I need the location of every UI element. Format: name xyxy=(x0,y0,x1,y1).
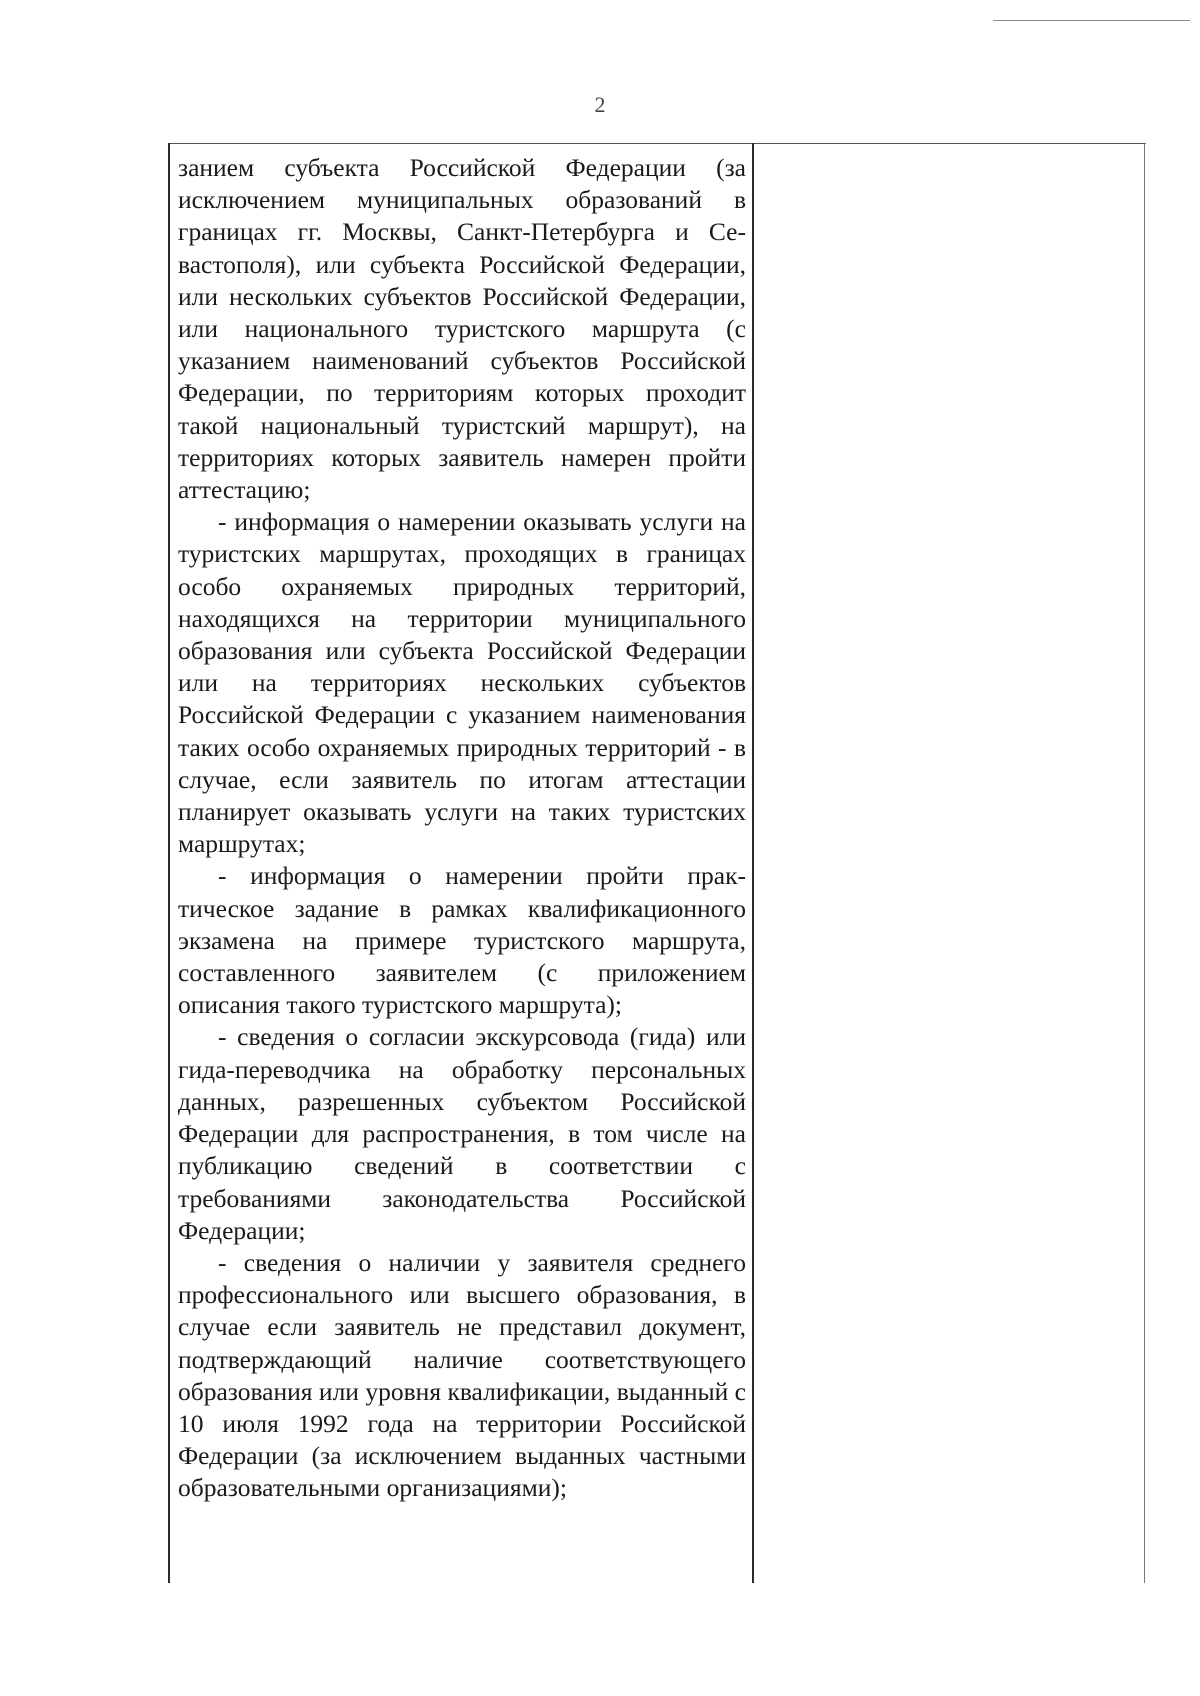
top-right-rule xyxy=(993,20,1190,21)
list-item-education-info: - сведения о наличии у заявителя среднего профессионального или высшего образования, в случае если заявитель не представил документ, подтверждающий наличие соответствующего образования или уровня квалификации, выданный с 10 июля 1992 года на территории Российской Федерации (за исключением выданных частными образовательными организациями); xyxy=(178,1247,746,1503)
list-item-personal-data-consent: - сведения о согласии экскурсовода (гида) или гида-переводчика на обработку персональных данных, разрешенных субъектом Российской Федерации для распространения, в том числе на публикацию сведений в соответствии с требованиями законодательства Российской Федерации; xyxy=(178,1022,746,1245)
list-item-protected-areas: - информация о намерении оказывать услуги на туристских маршрутах, проходящих в границах особо охраняемых природных территорий, находящихся на территории муниципального образования или субъекта Российской Федерации или на территориях нескольких субъектов Российской Федерации с указанием наименования таких особо охраняемых природных территорий - в случае, если заявитель по итогам аттестации планирует оказывать услуги на таких туристских маршрутах; xyxy=(178,507,746,859)
table-column-divider xyxy=(752,143,754,1583)
table-right-border xyxy=(1144,143,1145,1583)
paragraph-continuation: занием субъекта Российской Федерации (за исключением муниципальных образований в границах гг. Москвы, Санкт-Петербурга и Севастополя), или субъекта Российской Федерации, или нескольких субъектов Российской Федерации, или национального туристского маршрута (с указанием наименований субъектов Российской Федерации, по территориям которых проходит такой национальный туристский маршрут), на территориях которых заявитель намерен пройти аттестацию; xyxy=(178,153,746,505)
list-item-practical-task: - информация о намерении пройти практическое задание в рамках квалификационного экзамена на примере туристского маршрута, составленного заявителем (с приложением описания такого туристского маршрута); xyxy=(178,861,746,1020)
table-left-border xyxy=(168,143,170,1583)
table-top-border xyxy=(168,143,1146,144)
page-number: 2 xyxy=(594,92,606,117)
left-column-text xyxy=(178,152,746,1505)
